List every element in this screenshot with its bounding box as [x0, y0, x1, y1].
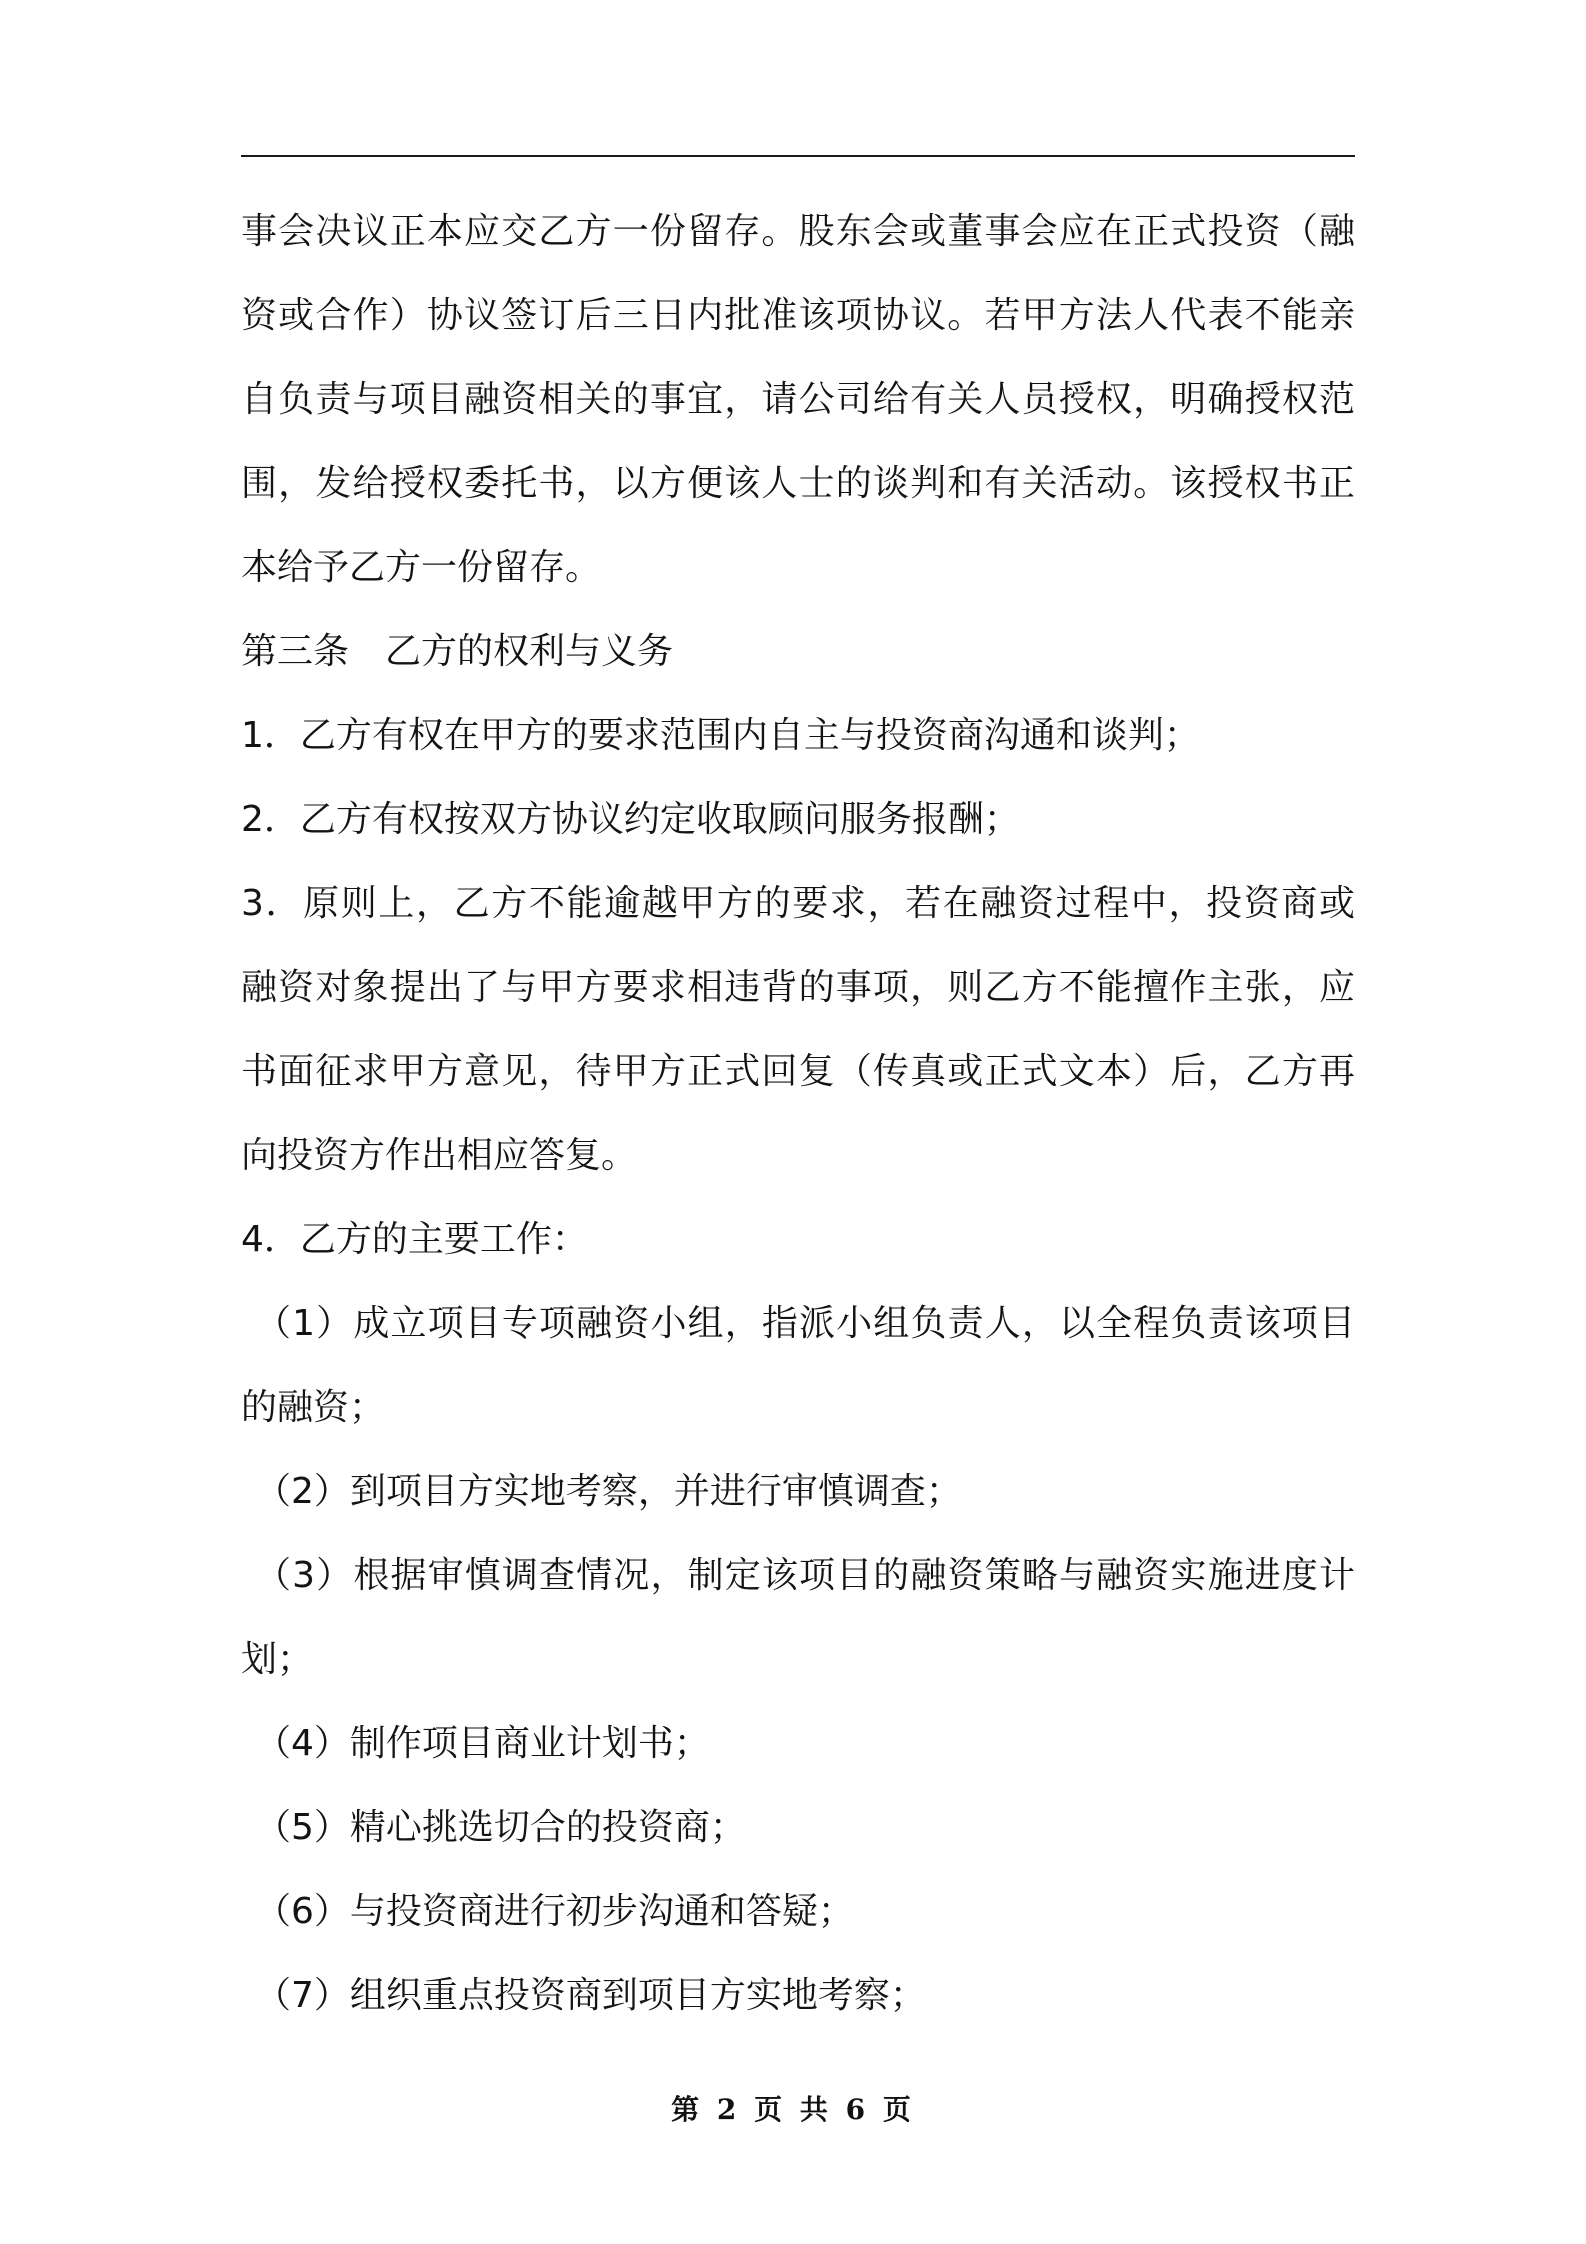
paragraph-line: 自负责与项目融资相关的事宜，请公司给有关人员授权，明确授权范 — [241, 379, 1355, 420]
paragraph-line: 本给予乙方一份留存。 — [241, 547, 602, 588]
paragraph-line: 书面征求甲方意见，待甲方正式回复（传真或正式文本）后，乙方再 — [241, 1051, 1355, 1092]
header-divider — [241, 155, 1355, 157]
paragraph-line: 划； — [241, 1639, 314, 1680]
sub-list-item: （4）制作项目商业计划书； — [255, 1723, 710, 1764]
page-number: 第 2 页 共 6 页 — [671, 2093, 915, 2126]
paragraph-line: 的融资； — [241, 1387, 386, 1428]
sub-list-item: （7）组织重点投资商到项目方实地考察； — [255, 1975, 926, 2016]
body-text — [241, 190, 1355, 2038]
sub-list-item: （3）根据审慎调查情况，制定该项目的融资策略与融资实施进度计 — [255, 1555, 1355, 1596]
sub-list-item: （1）成立项目专项融资小组，指派小组负责人，以全程负责该项目 — [255, 1303, 1355, 1344]
list-item: 3．原则上，乙方不能逾越甲方的要求，若在融资过程中，投资商或 — [241, 883, 1355, 924]
sub-list-item: （2）到项目方实地考察，并进行审慎调查； — [255, 1471, 962, 1512]
list-item: 4．乙方的主要工作： — [241, 1219, 588, 1260]
paragraph-line: 向投资方作出相应答复。 — [241, 1135, 638, 1176]
paragraph-line: 资或合作）协议签订后三日内批准该项协议。若甲方法人代表不能亲 — [241, 295, 1355, 336]
paragraph-line: 围，发给授权委托书，以方便该人士的谈判和有关活动。该授权书正 — [241, 463, 1355, 504]
list-item: 2．乙方有权按双方协议约定收取顾问服务报酬； — [241, 799, 1020, 840]
list-item: 1．乙方有权在甲方的要求范围内自主与投资商沟通和谈判； — [241, 715, 1200, 756]
section-heading: 第三条 乙方的权利与义务 — [241, 631, 674, 672]
paragraph-line: 融资对象提出了与甲方要求相违背的事项，则乙方不能擅作主张，应 — [241, 967, 1355, 1008]
paragraph-line: 事会决议正本应交乙方一份留存。股东会或董事会应在正式投资（融 — [241, 211, 1355, 252]
sub-list-item: （5）精心挑选切合的投资商； — [255, 1807, 746, 1848]
sub-list-item: （6）与投资商进行初步沟通和答疑； — [255, 1891, 854, 1932]
